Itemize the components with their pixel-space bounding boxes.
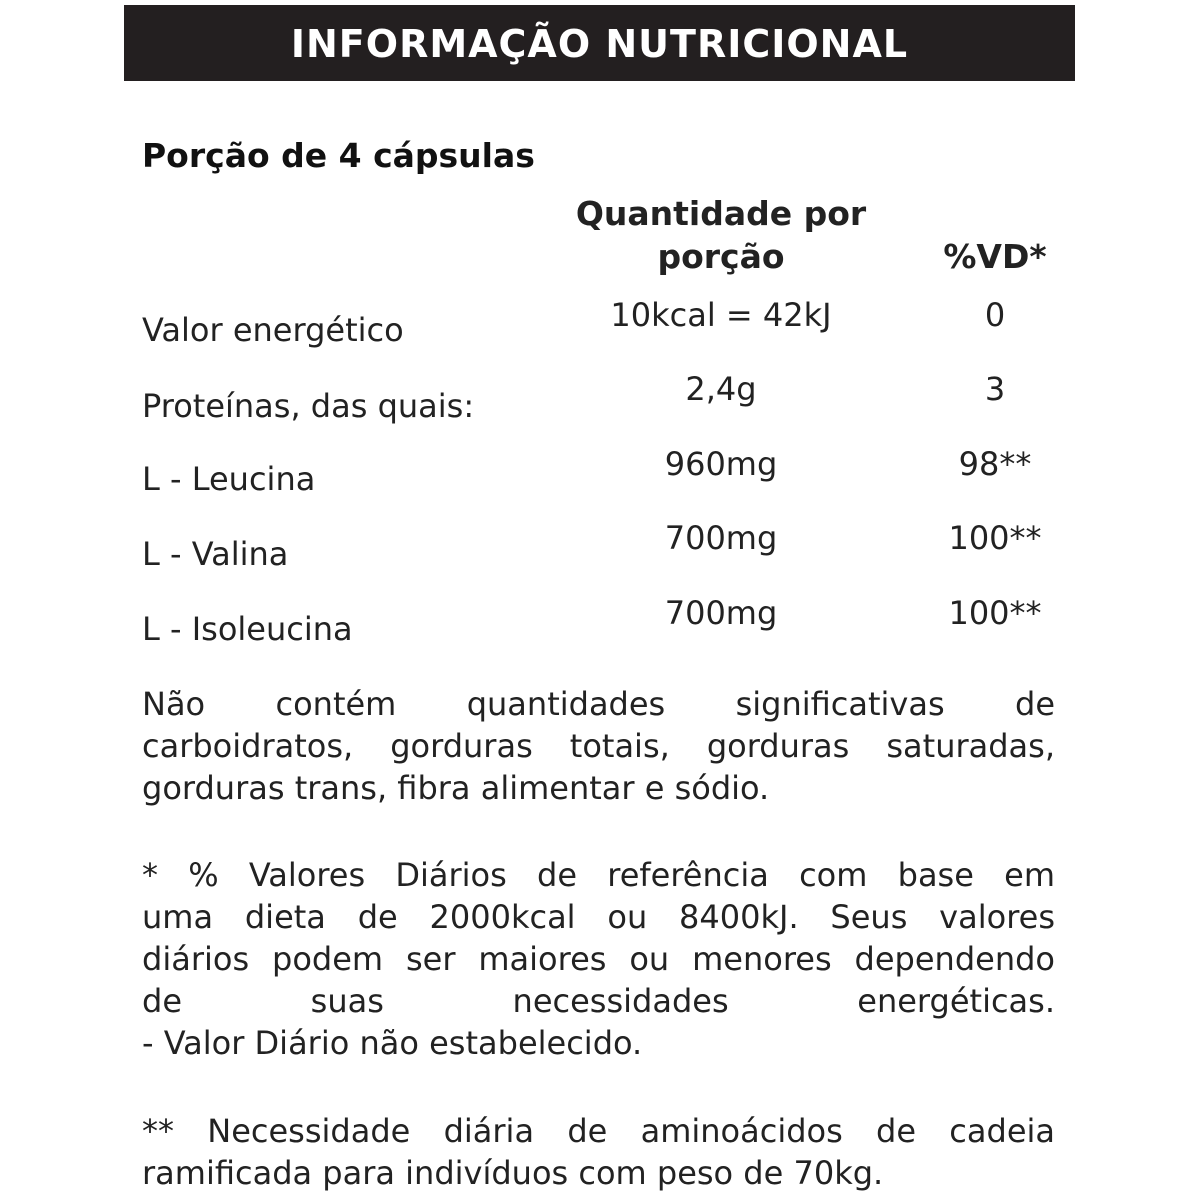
- row-label: L - Valina: [142, 535, 289, 573]
- row-quantity: 10kcal = 42kJ: [610, 296, 832, 334]
- note-line: * % Valores Diários de referência com base em: [142, 856, 1055, 894]
- quantity-column-header: [540, 192, 902, 278]
- title-bar: [124, 5, 1075, 81]
- note-line: ** Necessidade diária de aminoácidos de cadeia: [142, 1112, 1055, 1150]
- note-line: - Valor Diário não estabelecido.: [142, 1024, 643, 1062]
- row-quantity: 700mg: [664, 519, 778, 557]
- row-daily-value: 100**: [948, 519, 1042, 557]
- table-row-isoleucine: [0, 594, 1200, 654]
- note-line: diários podem ser maiores ou menores dependendo: [142, 940, 1055, 978]
- row-daily-value: 3: [984, 370, 1006, 408]
- table-row-valine: [0, 519, 1200, 579]
- note-line: carboidratos, gorduras totais, gorduras saturadas,: [142, 727, 1055, 765]
- daily-reference-note: [142, 854, 1055, 1064]
- amino-requirement-note: [142, 1110, 1055, 1194]
- row-quantity: 2,4g: [685, 370, 757, 408]
- row-daily-value: 98**: [958, 445, 1032, 483]
- row-label: Proteínas, das quais:: [142, 387, 475, 425]
- note-line: ramificada para indivíduos com peso de 70kg.: [142, 1154, 884, 1192]
- table-row-proteins: [0, 370, 1200, 430]
- note-line: gorduras trans, fibra alimentar e sódio.: [142, 769, 770, 807]
- table-row-leucine: [0, 445, 1200, 505]
- row-label: L - Isoleucina: [142, 610, 353, 648]
- note-line: uma dieta de 2000kcal ou 8400kJ. Seus valores: [142, 898, 1055, 936]
- row-label: Valor energético: [142, 311, 404, 349]
- row-quantity: 700mg: [664, 594, 778, 632]
- table-row-energy: [0, 296, 1200, 356]
- row-quantity: 960mg: [664, 445, 778, 483]
- row-daily-value: 0: [984, 296, 1006, 334]
- note-line: de suas necessidades energéticas.: [142, 982, 1055, 1020]
- quantity-header-line-1: Quantidade por: [575, 194, 867, 233]
- row-label: L - Leucina: [142, 460, 316, 498]
- page-title: INFORMAÇÃO NUTRICIONAL: [290, 22, 909, 66]
- not-contains-note: [142, 683, 1055, 809]
- row-daily-value: 100**: [948, 594, 1042, 632]
- portion-heading: Porção de 4 cápsulas: [142, 136, 535, 175]
- note-line: Não contém quantidades significativas de: [142, 685, 1055, 723]
- daily-value-column-header: %VD*: [943, 237, 1047, 276]
- quantity-header-line-2: porção: [657, 237, 785, 276]
